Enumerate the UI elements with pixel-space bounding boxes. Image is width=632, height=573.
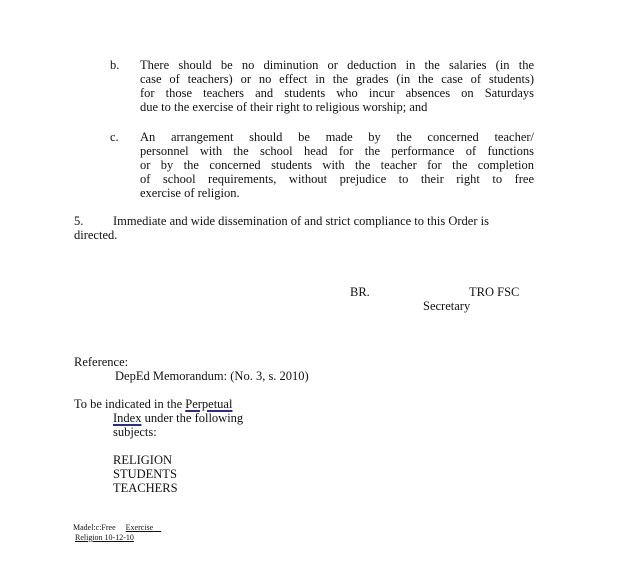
item-c-line-1: An arrangement should be made by the concerned teacher/ (140, 130, 534, 144)
footer-line-2: Religion 10-12-10 (75, 533, 134, 542)
item-c-line-4: of school requirements, without prejudice to their right to free (140, 172, 534, 186)
subject-teachers: TEACHERS (113, 481, 178, 495)
footer-line-1 (73, 523, 161, 533)
signature-name: TRO FSC (469, 285, 520, 299)
para5-number: 5. (74, 214, 84, 228)
item-c-line-2: personnel with the school head for the performance of functions (140, 144, 534, 158)
index-link[interactable]: Index (113, 411, 142, 425)
item-b-line-1: There should be no diminution or deduction in the salaries (in the (140, 58, 534, 72)
para5-line-1: Immediate and wide dissemination of and strict compliance to this Order is (113, 214, 489, 228)
index-note-line-1 (74, 398, 232, 412)
item-c-line-5: exercise of religion. (140, 186, 240, 200)
item-c-letter: c. (110, 130, 119, 144)
index-note-line-2 (113, 412, 243, 426)
item-b-letter: b. (110, 58, 120, 72)
index-note-line-3: subjects: (113, 425, 157, 439)
item-b-line-2: case of teachers) or no effect in the grades (in the case of students) (140, 72, 534, 86)
signature-br: BR. (350, 285, 370, 299)
subject-students: STUDENTS (113, 467, 177, 481)
para5-line-2: directed. (74, 228, 118, 242)
subject-religion: RELIGION (113, 453, 173, 467)
footer-underline-spacer (153, 523, 161, 532)
signature-title: Secretary (423, 299, 471, 313)
item-b-line-4: due to the exercise of their right to religious worship; and (140, 100, 428, 114)
item-b-line-3: for those teachers and students who incur absences on Saturdays (140, 86, 534, 100)
item-c-line-3: or by the concerned students with the teacher for the completion (140, 158, 534, 172)
index-note-prefix: To be indicated in the (74, 397, 183, 411)
reference-label: Reference: (74, 355, 129, 369)
reference-item: DepEd Memorandum: (No. 3, s. 2010) (115, 369, 309, 383)
footer-file-code: Madel:c:Free (73, 523, 116, 532)
index-note-rest: under the following (144, 411, 244, 425)
footer-exercise: Exercise (125, 523, 154, 532)
perpetual-link[interactable]: Perpetual (185, 397, 233, 411)
